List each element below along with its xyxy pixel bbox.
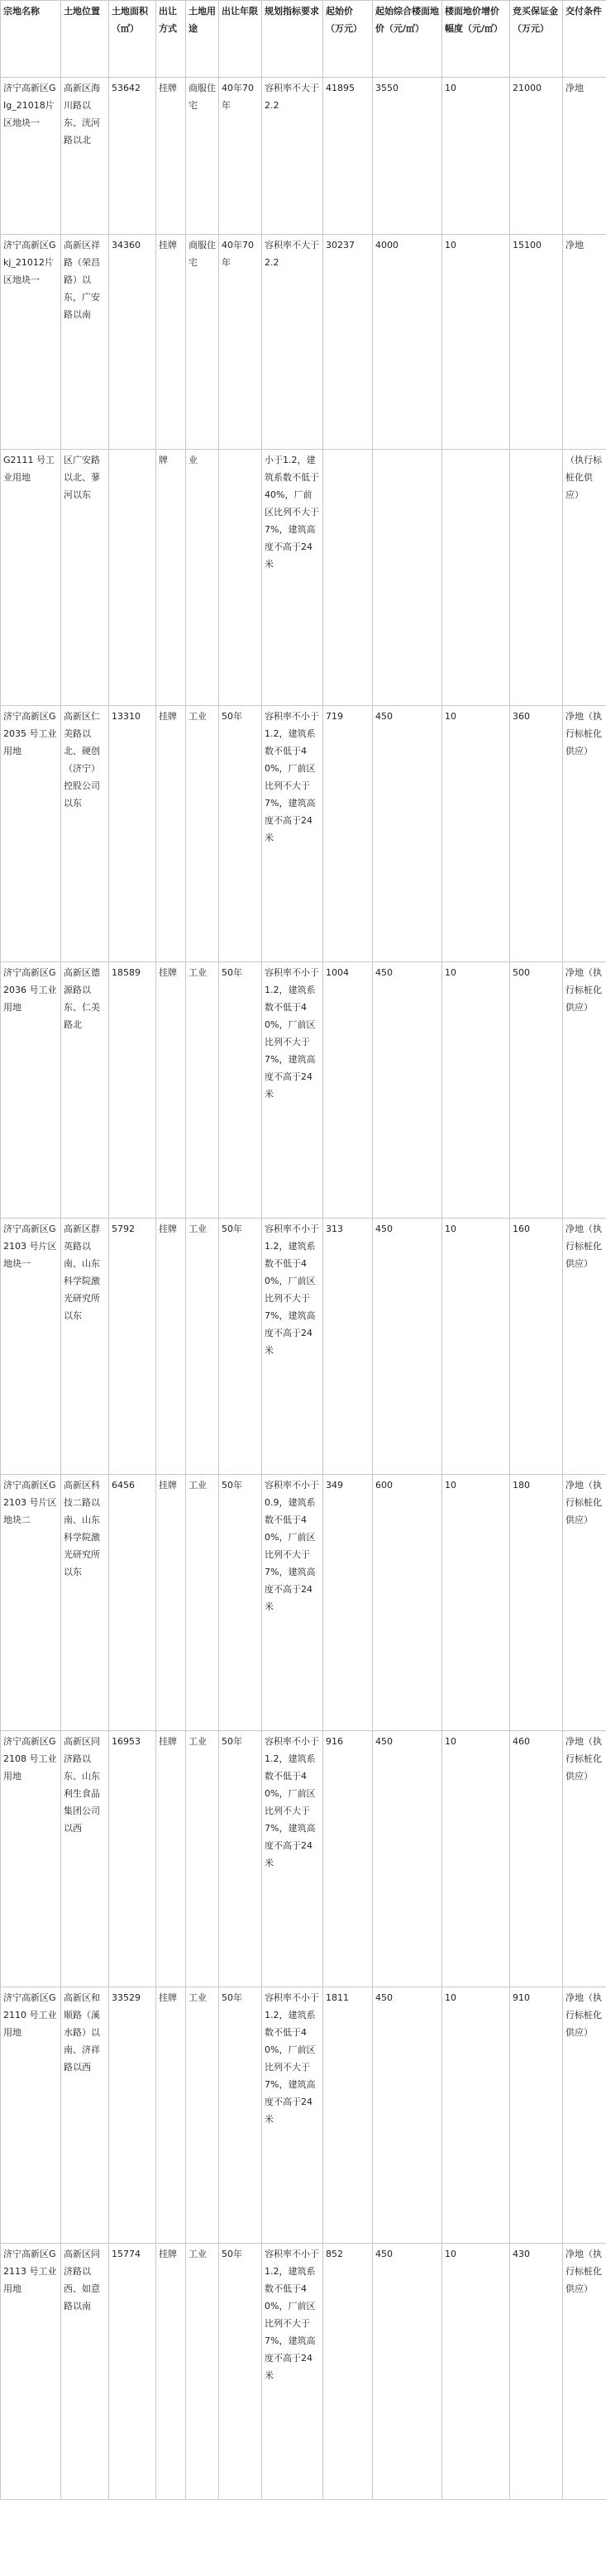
cell-use: 商服住宅 bbox=[186, 235, 219, 450]
cell-floor-price: 450 bbox=[373, 1731, 442, 1987]
cell-deposit: 360 bbox=[510, 706, 563, 962]
cell-floor-price: 4000 bbox=[373, 235, 442, 450]
header-parcel-name: 宗地名称 bbox=[1, 1, 61, 78]
cell-deposit: 430 bbox=[510, 2244, 563, 2500]
cell-location: 高新区仁美路以北、硬创（济宁）控股公司以东 bbox=[61, 706, 109, 962]
cell-parcel-name: 济宁高新区G2108 号工业用地 bbox=[1, 1731, 61, 1987]
cell-use: 工业 bbox=[186, 962, 219, 1219]
cell-floor-price: 3550 bbox=[373, 78, 442, 235]
cell-area: 53642 bbox=[109, 78, 156, 235]
header-location: 土地位置 bbox=[61, 1, 109, 78]
cell-method: 挂牌 bbox=[156, 2244, 186, 2500]
cell-area: 6456 bbox=[109, 1475, 156, 1731]
cell-area bbox=[109, 450, 156, 706]
cell-method: 挂牌 bbox=[156, 235, 186, 450]
table-row bbox=[1, 962, 606, 1219]
header-start-price: 起始价（万元） bbox=[323, 1, 373, 78]
cell-method: 牌 bbox=[156, 450, 186, 706]
cell-planning: 容积率不小于1.2，建筑系数不低于40%，厂前区比列不大于7%，建筑高度不高于24米 bbox=[262, 1219, 323, 1475]
cell-deposit: 180 bbox=[510, 1475, 563, 1731]
cell-deposit: 160 bbox=[510, 1219, 563, 1475]
table-row bbox=[1, 1219, 606, 1475]
cell-increment: 10 bbox=[442, 706, 510, 962]
cell-increment: 10 bbox=[442, 2244, 510, 2500]
cell-start-price: 1004 bbox=[323, 962, 373, 1219]
cell-floor-price: 450 bbox=[373, 962, 442, 1219]
cell-term: 40年70年 bbox=[219, 235, 262, 450]
cell-deposit: 15100 bbox=[510, 235, 563, 450]
cell-floor-price: 450 bbox=[373, 1219, 442, 1475]
cell-start-price bbox=[323, 450, 373, 706]
cell-area: 18589 bbox=[109, 962, 156, 1219]
cell-location: 高新区祥路（荣昌路）以东，广安路以南 bbox=[61, 235, 109, 450]
cell-parcel-name: 济宁高新区GIg_21018片区地块一 bbox=[1, 78, 61, 235]
cell-increment bbox=[442, 450, 510, 706]
table-body bbox=[1, 78, 606, 2500]
cell-parcel-name: 济宁高新区G2113 号工业用地 bbox=[1, 2244, 61, 2500]
cell-location: 高新区海川路以东、洸河路以北 bbox=[61, 78, 109, 235]
header-use: 土地用途 bbox=[186, 1, 219, 78]
cell-area: 15774 bbox=[109, 2244, 156, 2500]
cell-location: 高新区科技二路以南、山东科学院激光研究所以东 bbox=[61, 1475, 109, 1731]
cell-location: 高新区德源路以东、仁美路北 bbox=[61, 962, 109, 1219]
cell-delivery: 净地 bbox=[563, 78, 606, 235]
cell-deposit: 460 bbox=[510, 1731, 563, 1987]
cell-method: 挂牌 bbox=[156, 1987, 186, 2244]
cell-use: 商服住宅 bbox=[186, 78, 219, 235]
cell-method: 挂牌 bbox=[156, 706, 186, 962]
cell-method: 挂牌 bbox=[156, 1219, 186, 1475]
header-method: 出让方式 bbox=[156, 1, 186, 78]
cell-use: 业 bbox=[186, 450, 219, 706]
cell-start-price: 313 bbox=[323, 1219, 373, 1475]
cell-start-price: 852 bbox=[323, 2244, 373, 2500]
cell-delivery: 净地（执行标桩化供应） bbox=[563, 1219, 606, 1475]
cell-parcel-name: 济宁高新区G2103 号片区地块一 bbox=[1, 1219, 61, 1475]
cell-deposit: 910 bbox=[510, 1987, 563, 2244]
cell-start-price: 30237 bbox=[323, 235, 373, 450]
cell-floor-price: 450 bbox=[373, 706, 442, 962]
cell-increment: 10 bbox=[442, 1219, 510, 1475]
cell-parcel-name: 济宁高新区G2103 号片区地块二 bbox=[1, 1475, 61, 1731]
cell-parcel-name: 济宁高新区G2035 号工业用地 bbox=[1, 706, 61, 962]
cell-parcel-name: 济宁高新区G2036 号工业用地 bbox=[1, 962, 61, 1219]
cell-floor-price: 600 bbox=[373, 1475, 442, 1731]
header-deposit: 竞买保证金（万元） bbox=[510, 1, 563, 78]
cell-planning: 容积率不大于2.2 bbox=[262, 78, 323, 235]
table-header bbox=[1, 1, 606, 78]
cell-increment: 10 bbox=[442, 1987, 510, 2244]
cell-term: 40年70年 bbox=[219, 78, 262, 235]
cell-delivery: 净地（执行标桩化供应） bbox=[563, 1731, 606, 1987]
cell-planning: 容积率不小于1.2，建筑系数不低于40%，厂前区比列不大于7%，建筑高度不高于24米 bbox=[262, 2244, 323, 2500]
cell-method: 挂牌 bbox=[156, 962, 186, 1219]
cell-delivery: 净地（执行标桩化供应） bbox=[563, 2244, 606, 2500]
cell-method: 挂牌 bbox=[156, 1731, 186, 1987]
cell-location: 高新区同济路以西、如意路以南 bbox=[61, 2244, 109, 2500]
cell-term: 50年 bbox=[219, 962, 262, 1219]
table-row bbox=[1, 2244, 606, 2500]
cell-planning: 容积率不小于1.2，建筑系数不低于40%，厂前区比列不大于7%，建筑高度不高于24米 bbox=[262, 1731, 323, 1987]
cell-area: 5792 bbox=[109, 1219, 156, 1475]
cell-parcel-name: G2111 号工业用地 bbox=[1, 450, 61, 706]
cell-start-price: 719 bbox=[323, 706, 373, 962]
cell-term: 50年 bbox=[219, 1219, 262, 1475]
cell-increment: 10 bbox=[442, 962, 510, 1219]
cell-delivery: 净地（执行标桩化供应） bbox=[563, 1475, 606, 1731]
header-floor-price: 起始综合楼面地价（元/㎡） bbox=[373, 1, 442, 78]
cell-area: 13310 bbox=[109, 706, 156, 962]
table-row bbox=[1, 1731, 606, 1987]
cell-parcel-name: 济宁高新区Gkj_21012片区地块一 bbox=[1, 235, 61, 450]
cell-deposit: 21000 bbox=[510, 78, 563, 235]
cell-planning: 容积率不小于1.2，建筑系数不低于40%，厂前区比列不大于7%，建筑高度不高于24米 bbox=[262, 962, 323, 1219]
table-row bbox=[1, 450, 606, 706]
cell-parcel-name: 济宁高新区G2110 号工业用地 bbox=[1, 1987, 61, 2244]
cell-planning: 小于1.2，建筑系数不低于40%，厂前区比列不大于7%，建筑高度不高于24米 bbox=[262, 450, 323, 706]
cell-location: 高新区群英路以南、山东科学院激光研究所以东 bbox=[61, 1219, 109, 1475]
cell-use: 工业 bbox=[186, 1987, 219, 2244]
cell-increment: 10 bbox=[442, 78, 510, 235]
cell-floor-price: 450 bbox=[373, 2244, 442, 2500]
cell-start-price: 41895 bbox=[323, 78, 373, 235]
cell-delivery: 净地（执行标桩化供应） bbox=[563, 1987, 606, 2244]
cell-floor-price: 450 bbox=[373, 1987, 442, 2244]
cell-start-price: 916 bbox=[323, 1731, 373, 1987]
cell-area: 33529 bbox=[109, 1987, 156, 2244]
cell-location: 高新区和顺路（溪水路）以南、济祥路以西 bbox=[61, 1987, 109, 2244]
cell-delivery: （执行标桩化供应） bbox=[563, 450, 606, 706]
cell-increment: 10 bbox=[442, 235, 510, 450]
cell-deposit: 500 bbox=[510, 962, 563, 1219]
cell-location: 高新区同济路以东、山东利生食品集团公司以西 bbox=[61, 1731, 109, 1987]
cell-use: 工业 bbox=[186, 1731, 219, 1987]
cell-increment: 10 bbox=[442, 1475, 510, 1731]
header-delivery: 交付条件 bbox=[563, 1, 606, 78]
cell-planning: 容积率不小于1.2，建筑系数不低于40%，厂前区比列不大于7%，建筑高度不高于24米 bbox=[262, 1987, 323, 2244]
table-row bbox=[1, 1475, 606, 1731]
cell-start-price: 1811 bbox=[323, 1987, 373, 2244]
cell-floor-price bbox=[373, 450, 442, 706]
cell-planning: 容积率不小于1.2，建筑系数不低于40%，厂前区比列不大于7%，建筑高度不高于24米 bbox=[262, 706, 323, 962]
cell-use: 工业 bbox=[186, 706, 219, 962]
cell-start-price: 349 bbox=[323, 1475, 373, 1731]
cell-area: 34360 bbox=[109, 235, 156, 450]
cell-term: 50年 bbox=[219, 1731, 262, 1987]
cell-planning: 容积率不小于0.9，建筑系数不低于40%，厂前区比列不大于7%，建筑高度不高于24米 bbox=[262, 1475, 323, 1731]
header-planning: 规划指标要求 bbox=[262, 1, 323, 78]
cell-delivery: 净地 bbox=[563, 235, 606, 450]
cell-method: 挂牌 bbox=[156, 78, 186, 235]
cell-term: 50年 bbox=[219, 706, 262, 962]
cell-method: 挂牌 bbox=[156, 1475, 186, 1731]
cell-term: 50年 bbox=[219, 1475, 262, 1731]
cell-deposit bbox=[510, 450, 563, 706]
header-increment: 楼面地价增价幅度（元/㎡） bbox=[442, 1, 510, 78]
header-term: 出让年限 bbox=[219, 1, 262, 78]
cell-planning: 容积率不大于2.2 bbox=[262, 235, 323, 450]
cell-delivery: 净地（执行标桩化供应） bbox=[563, 706, 606, 962]
table-row bbox=[1, 706, 606, 962]
cell-use: 工业 bbox=[186, 1475, 219, 1731]
cell-term bbox=[219, 450, 262, 706]
cell-term: 50年 bbox=[219, 2244, 262, 2500]
table-row bbox=[1, 1987, 606, 2244]
cell-delivery: 净地（执行标桩化供应） bbox=[563, 962, 606, 1219]
cell-use: 工业 bbox=[186, 2244, 219, 2500]
table-row bbox=[1, 235, 606, 450]
cell-area: 16953 bbox=[109, 1731, 156, 1987]
cell-use: 工业 bbox=[186, 1219, 219, 1475]
cell-term: 50年 bbox=[219, 1987, 262, 2244]
cell-increment: 10 bbox=[442, 1731, 510, 1987]
header-row bbox=[1, 1, 606, 78]
header-area: 土地面积（㎡） bbox=[109, 1, 156, 78]
table-row bbox=[1, 78, 606, 235]
cell-location: 区广安路以北、蓼河以东 bbox=[61, 450, 109, 706]
